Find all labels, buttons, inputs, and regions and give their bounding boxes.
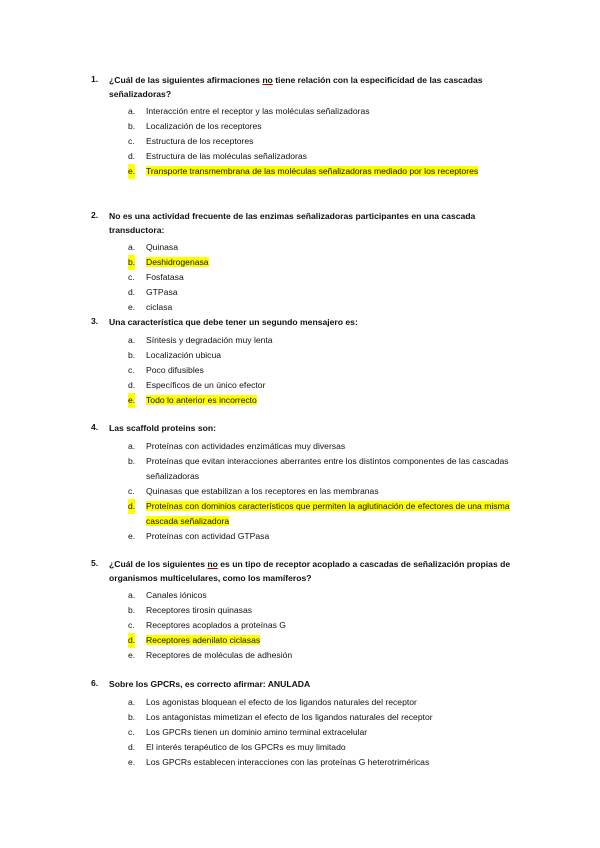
option-letter: b. bbox=[128, 349, 136, 360]
answer-option bbox=[0, 618, 600, 633]
answer-option bbox=[0, 710, 600, 725]
answer-option bbox=[0, 755, 600, 770]
option-letter: a. bbox=[128, 106, 136, 116]
question-text bbox=[109, 210, 529, 237]
option-text: Proteínas con dominios característicos que permiten la aglutinación de efectores de una misma cascada señalizadora bbox=[146, 500, 510, 526]
option-text: Receptores tirosin quinasas bbox=[146, 605, 253, 615]
question-header bbox=[0, 678, 600, 692]
question-number: 1. bbox=[91, 74, 99, 84]
option-letter: e. bbox=[128, 530, 136, 541]
answer-option bbox=[0, 134, 600, 149]
option-letter: c. bbox=[128, 364, 135, 375]
option-text: Receptores de moléculas de adhesión bbox=[146, 650, 293, 660]
option-letter: e. bbox=[128, 756, 136, 767]
option-list bbox=[0, 240, 600, 315]
option-letter: a. bbox=[128, 242, 136, 252]
option-letter: a. bbox=[128, 696, 136, 707]
option-list bbox=[0, 104, 600, 179]
option-letter: d. bbox=[128, 741, 136, 752]
option-text: Estructura de los receptores bbox=[146, 136, 254, 146]
answer-option bbox=[0, 378, 600, 393]
option-text: Los GPCRs establecen interacciones con las proteínas G heterotriméricas bbox=[146, 756, 430, 767]
answer-option bbox=[0, 588, 600, 603]
answer-option bbox=[0, 104, 600, 119]
option-text: Proteínas que evitan interacciones aberrantes entre los distintos componentes de las cascadas señalizadoras bbox=[146, 455, 509, 481]
option-letter: c. bbox=[128, 272, 135, 282]
option-text: Específicos de un único efector bbox=[146, 379, 266, 390]
option-letter: e. bbox=[128, 164, 135, 179]
option-list bbox=[0, 695, 600, 770]
option-letter: b. bbox=[128, 455, 136, 466]
option-text: Fosfatasa bbox=[146, 272, 184, 282]
question-text-part: tiene relación con la especificidad de las cascadas señalizadoras? bbox=[109, 75, 483, 99]
option-letter: b. bbox=[128, 605, 136, 615]
question-text-part: Una característica que debe tener un segundo mensajero es: bbox=[109, 317, 358, 327]
option-text: GTPasa bbox=[146, 287, 178, 297]
option-text: Los antagonistas mimetizan el efecto de los ligandos naturales del receptor bbox=[146, 711, 433, 722]
option-letter: b. bbox=[128, 711, 136, 722]
answer-option bbox=[0, 648, 600, 663]
answer-option bbox=[0, 725, 600, 740]
answer-option bbox=[0, 695, 600, 710]
answer-option bbox=[0, 348, 600, 363]
answer-option-highlighted bbox=[0, 393, 600, 408]
answer-option bbox=[0, 285, 600, 300]
option-letter: b. bbox=[128, 121, 136, 131]
question-number: 4. bbox=[91, 422, 99, 432]
option-letter: e. bbox=[128, 393, 135, 408]
option-letter: d. bbox=[128, 379, 136, 390]
question-text-part: No es una actividad frecuente de las enzimas señalizadoras participantes en una cascada transductora: bbox=[109, 211, 476, 235]
option-letter: a. bbox=[128, 590, 136, 600]
question-header bbox=[0, 316, 600, 330]
answer-option bbox=[0, 603, 600, 618]
option-letter: c. bbox=[128, 136, 135, 146]
answer-option bbox=[0, 740, 600, 755]
question-emphasis: no bbox=[207, 559, 218, 569]
question-text-part: ¿Cuál de las siguientes afirmaciones bbox=[109, 75, 263, 85]
question-header bbox=[0, 74, 600, 101]
option-text: Transporte transmembrana de las moléculas señalizadoras mediado por los receptores bbox=[146, 166, 479, 176]
answer-option bbox=[0, 270, 600, 285]
option-letter: d. bbox=[128, 633, 135, 648]
option-text: Proteínas con actividad GTPasa bbox=[146, 530, 270, 541]
option-letter: e. bbox=[128, 650, 136, 660]
question-emphasis: no bbox=[262, 75, 273, 85]
question-3 bbox=[0, 316, 600, 408]
option-text: Receptores acoplados a proteínas G bbox=[146, 620, 286, 630]
option-letter: a. bbox=[128, 334, 136, 345]
question-number: 2. bbox=[91, 210, 99, 220]
question-text bbox=[109, 422, 529, 436]
option-letter: c. bbox=[128, 726, 135, 737]
question-2 bbox=[0, 210, 600, 315]
question-header bbox=[0, 210, 600, 237]
option-list bbox=[0, 439, 600, 544]
option-text: Localización ubicua bbox=[146, 349, 222, 360]
option-text: Receptores adenilato ciclasas bbox=[146, 635, 261, 645]
question-4 bbox=[0, 422, 600, 544]
question-text-part: es un tipo de receptor acoplado a cascadas de señalización propias de organismos multicelulares, como los mamíferos? bbox=[109, 559, 511, 583]
question-text-part: Sobre los GPCRs, es correcto afirmar: ANULADA bbox=[109, 679, 311, 689]
option-text: Deshidrogenasa bbox=[146, 257, 209, 267]
question-number: 6. bbox=[91, 678, 99, 688]
option-text: El interés terapéutico de los GPCRs es muy limitado bbox=[146, 741, 346, 752]
question-text-part: ¿Cuál de los siguientes bbox=[109, 559, 208, 569]
question-number: 3. bbox=[91, 316, 99, 326]
answer-option bbox=[0, 119, 600, 134]
question-text bbox=[109, 74, 529, 101]
answer-option bbox=[0, 454, 600, 484]
option-letter: d. bbox=[128, 151, 136, 161]
option-letter: d. bbox=[128, 499, 135, 514]
question-number: 5. bbox=[91, 558, 99, 568]
option-letter: b. bbox=[128, 255, 135, 270]
option-text: Quinasa bbox=[146, 242, 179, 252]
option-list bbox=[0, 588, 600, 663]
answer-option-highlighted bbox=[0, 499, 600, 529]
answer-option bbox=[0, 363, 600, 378]
answer-option-highlighted bbox=[0, 255, 600, 270]
option-text: Localización de los receptores bbox=[146, 121, 262, 131]
question-text bbox=[109, 316, 529, 330]
option-text: Interacción entre el receptor y las moléculas señalizadoras bbox=[146, 106, 370, 116]
answer-option bbox=[0, 149, 600, 164]
answer-option bbox=[0, 529, 600, 544]
answer-option bbox=[0, 484, 600, 499]
question-text bbox=[109, 558, 529, 585]
option-text: Síntesis y degradación muy lenta bbox=[146, 334, 273, 345]
option-text: ciclasa bbox=[146, 302, 173, 312]
option-text: Todo lo anterior es incorrecto bbox=[146, 394, 257, 405]
option-text: Poco difusibles bbox=[146, 364, 204, 375]
option-text: Proteínas con actividades enzimáticas muy diversas bbox=[146, 440, 346, 451]
question-header bbox=[0, 558, 600, 585]
option-text: Quinasas que estabilizan a los receptores en las membranas bbox=[146, 485, 379, 496]
option-letter: d. bbox=[128, 287, 136, 297]
answer-option bbox=[0, 240, 600, 255]
question-1 bbox=[0, 74, 600, 179]
option-letter: c. bbox=[128, 485, 135, 496]
answer-option-highlighted bbox=[0, 164, 600, 179]
question-header bbox=[0, 422, 600, 436]
option-text: Los agonistas bloquean el efecto de los ligandos naturales del receptor bbox=[146, 696, 417, 707]
option-letter: c. bbox=[128, 620, 135, 630]
answer-option bbox=[0, 333, 600, 348]
option-text: Canales iónicos bbox=[146, 590, 207, 600]
option-text: Los GPCRs tienen un dominio amino terminal extracelular bbox=[146, 726, 368, 737]
answer-option bbox=[0, 300, 600, 315]
option-text: Estructura de las moléculas señalizadoras bbox=[146, 151, 307, 161]
question-6 bbox=[0, 678, 600, 770]
question-5 bbox=[0, 558, 600, 663]
option-letter: a. bbox=[128, 440, 136, 451]
answer-option bbox=[0, 439, 600, 454]
question-text bbox=[109, 678, 529, 692]
answer-option-highlighted bbox=[0, 633, 600, 648]
option-list bbox=[0, 333, 600, 408]
option-letter: e. bbox=[128, 302, 136, 312]
question-text-part: Las scaffold proteins son: bbox=[109, 423, 216, 433]
